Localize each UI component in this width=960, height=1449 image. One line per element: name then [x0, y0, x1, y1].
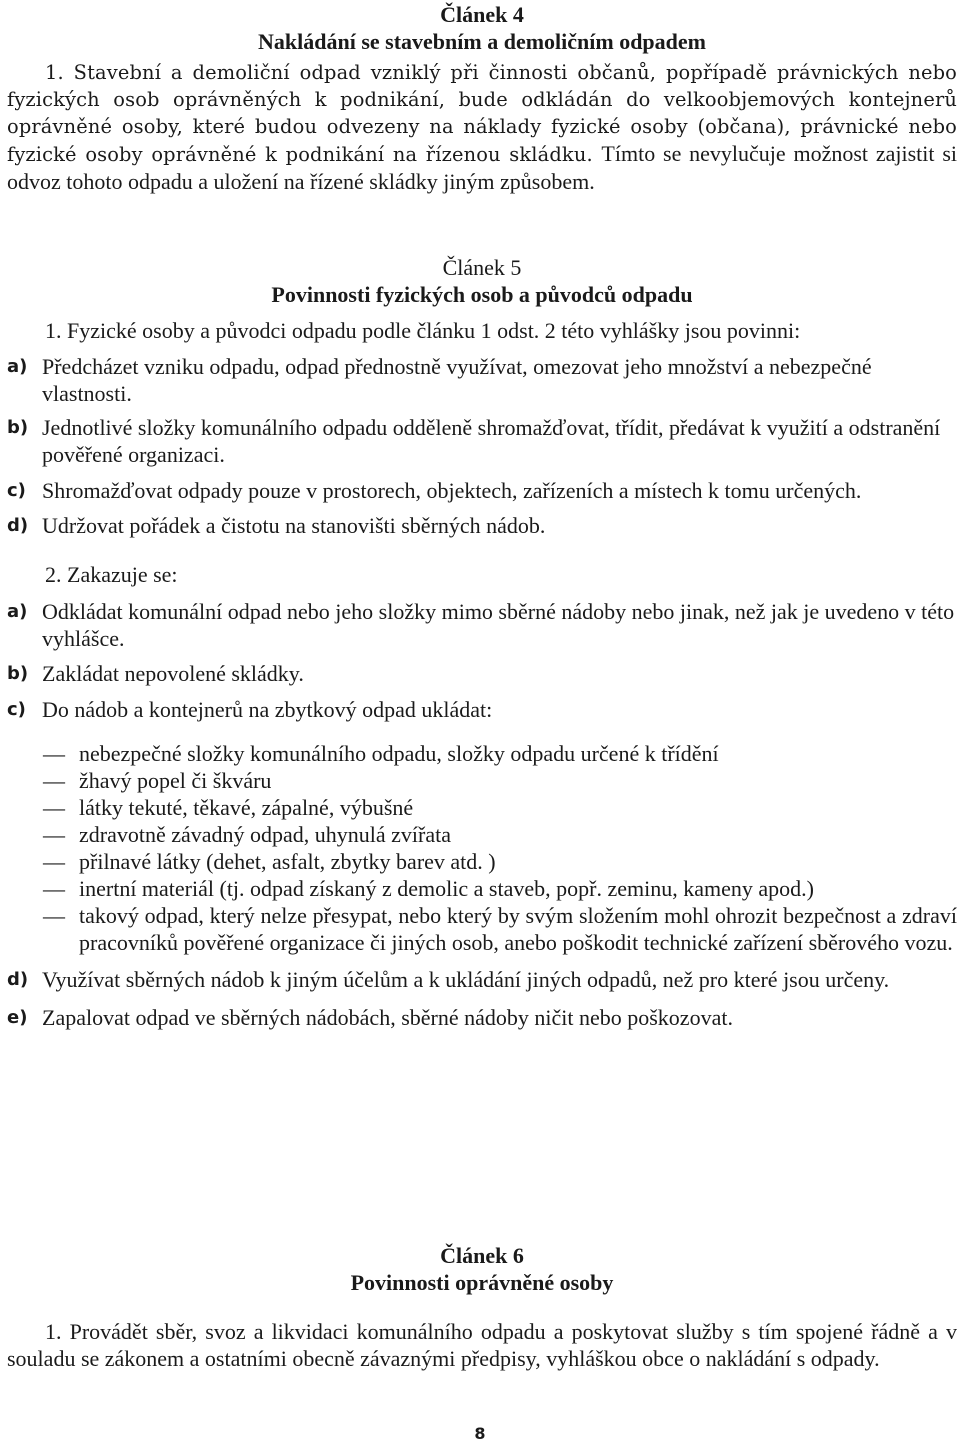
dash-text: zdravotně závadný odpad, uhynulá zvířata: [79, 822, 452, 847]
dash-item-4: [43, 821, 957, 848]
article-5-title: Povinnosti fyzických osob a původců odpadu: [271, 282, 693, 307]
item-letter: d): [7, 515, 29, 536]
prohibited-item-a: [7, 598, 957, 652]
article-4-title: Nakládání se stavebním a demoličním odpadem: [258, 29, 706, 54]
prohibited-item-c: [7, 696, 957, 723]
dash-text: inertní materiál (tj. odpad získaný z demolic a staveb, popř. zeminu, kameny apod.): [79, 876, 814, 901]
item-text: Do nádob a kontejnerů na zbytkový odpad ukládat:: [42, 697, 493, 722]
dash-symbol: —: [43, 903, 65, 928]
article-6-paragraph-1: 1. Provádět sběr, svoz a likvidaci komunálního odpadu a poskytovat služby s tím spojené řádně a v souladu se zákonem a ostatními obecně závaznými předpisy, vyhláškou obce o nakládání s odpady.: [7, 1319, 957, 1371]
article-6-title: Povinnosti oprávněné osoby: [350, 1270, 614, 1295]
item-letter: d): [7, 969, 29, 990]
article-4-number: Článek 4: [440, 2, 524, 27]
dash-item-5: [43, 848, 957, 875]
item-text: Využívat sběrných nádob k jiným účelům a k ukládání jiných odpadů, než pro které jsou určeny.: [42, 967, 890, 992]
article-4-p2-text: Tímto se nevylučuje možnost zajistit si odvoz tohoto odpadu a uložení na řízené skládky jiným způsobem.: [7, 141, 957, 194]
dash-text: takový odpad, který nelze přesypat, nebo který by svým složením mohl ohrozit bezpečnost a zdraví pracovníků pověřené organizace či jiných osob, anebo poškodit technické zařízení sběrového vozu.: [79, 903, 957, 955]
item-letter: b): [7, 663, 29, 684]
item-text: Udržovat pořádek a čistotu na stanovišti sběrných nádob.: [42, 513, 546, 538]
duty-item-c: [7, 477, 957, 504]
item-text: Předcházet vzniku odpadu, odpad přednostně využívat, omezovat jeho množství a nebezpečné vlastnosti.: [42, 354, 872, 406]
dash-text: přilnavé látky (dehet, asfalt, zbytky barev atd. ): [79, 849, 496, 874]
page-number: 8: [474, 1424, 486, 1443]
item-letter: e): [7, 1007, 28, 1028]
duties-list: [7, 353, 957, 539]
dash-symbol: —: [43, 768, 65, 793]
dash-item-3: [43, 794, 957, 821]
prohibited-item-b: [7, 660, 957, 687]
article-4: [7, 0, 957, 196]
duty-item-b: [7, 414, 957, 468]
dash-symbol: —: [43, 741, 65, 766]
prohibited-list-continued: [7, 966, 957, 1031]
item-letter: c): [7, 699, 26, 720]
item-letter: c): [7, 480, 26, 501]
item-text: Zapalovat odpad ve sběrných nádobách, sběrné nádoby ničit nebo poškozovat.: [42, 1005, 733, 1030]
dash-item-1: [43, 740, 957, 767]
item-letter: a): [7, 601, 28, 622]
dash-symbol: —: [43, 822, 65, 847]
article-4-p1-text: 1. Stavební a demoliční odpad vzniklý při činnosti občanů, popřípadě právnických nebo fyzických osob oprávněných k podnikání, bude odkládán do velkoobjemových kontejnerů oprávněné osoby, které budou odvezeny na náklady fyzické osoby (občana), právnické nebo fyzické osoby oprávněné k podnikání na řízenou skládku.: [7, 61, 957, 166]
dash-symbol: —: [43, 876, 65, 901]
item-text: Odkládat komunální odpad nebo jeho složky mimo sběrné nádoby nebo jinak, než jak je uvedeno v této vyhlášce.: [42, 599, 955, 651]
article-6-number: Článek 6: [440, 1243, 524, 1268]
item-text: Jednotlivé složky komunálního odpadu odděleně shromažďovat, třídit, předávat k využití a odstranění pověřené organizaci.: [42, 415, 941, 467]
prohibited-item-e: [7, 1004, 957, 1031]
prohibited-list: [7, 598, 957, 723]
dash-symbol: —: [43, 795, 65, 820]
item-text: Zakládat nepovolené skládky.: [42, 661, 304, 686]
article-5-number: Článek 5: [442, 255, 522, 280]
dash-text: nebezpečné složky komunálního odpadu, složky odpadu určené k třídění: [79, 741, 719, 766]
duty-item-a: [7, 353, 957, 407]
dash-list: [7, 740, 957, 956]
article-6: [7, 1242, 957, 1372]
prohibited-intro: 2. Zakazuje se:: [45, 562, 178, 587]
article-5-intro: 1. Fyzické osoby a původci odpadu podle článku 1 odst. 2 této vyhlášky jsou povinni:: [45, 318, 801, 343]
duty-item-d: [7, 512, 957, 539]
dash-text: látky tekuté, těkavé, zápalné, výbušné: [79, 795, 414, 820]
dash-item-2: [43, 767, 957, 794]
prohibited-item-d: [7, 966, 957, 993]
dash-item-7: [43, 902, 957, 956]
article-5: [7, 254, 957, 1031]
item-text: Shromažďovat odpady pouze v prostorech, objektech, zařízeních a místech k tomu určených.: [42, 478, 862, 503]
dash-text: žhavý popel či škváru: [79, 768, 272, 793]
dash-item-6: [43, 875, 957, 902]
article-4-paragraph-1: [7, 59, 957, 196]
dash-symbol: —: [43, 849, 65, 874]
item-letter: a): [7, 356, 28, 377]
item-letter: b): [7, 417, 29, 438]
